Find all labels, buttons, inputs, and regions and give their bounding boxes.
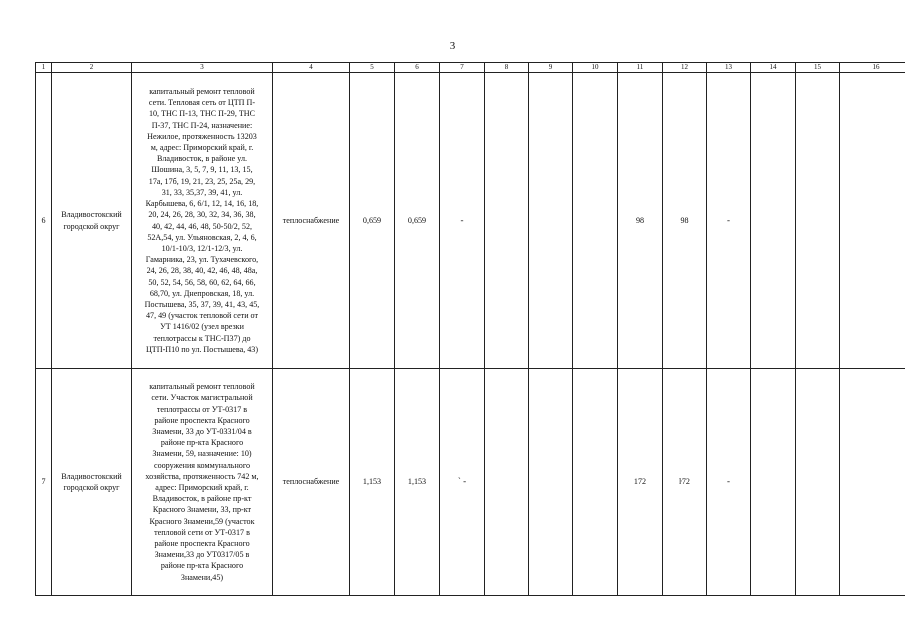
header-cell: 8 (485, 63, 529, 73)
type-cell: теплоснабжение (273, 369, 350, 596)
value-cell: 0,659 (350, 73, 395, 369)
empty-cell (485, 73, 529, 369)
header-cell: 7 (440, 63, 485, 73)
empty-cell (751, 73, 796, 369)
empty-cell (751, 369, 796, 596)
header-cell: 9 (529, 63, 573, 73)
empty-cell (529, 369, 573, 596)
header-cell: 1 (36, 63, 52, 73)
empty-cell (573, 369, 618, 596)
header-cell: 5 (350, 63, 395, 73)
value-cell: 98 (618, 73, 663, 369)
value-cell: 1,153 (350, 369, 395, 596)
page-number: 3 (449, 40, 456, 52)
empty-cell (796, 73, 840, 369)
header-cell: 3 (132, 63, 273, 73)
header-cell: 6 (395, 63, 440, 73)
row-number: 7 (36, 369, 52, 596)
header-cell: 4 (273, 63, 350, 73)
empty-cell (840, 73, 905, 369)
value-cell: ŀ72 (663, 369, 707, 596)
description-cell: капитальный ремонт тепловой сети. Тепловая сеть от ЦТП П- 10, ТНС П-13, ТНС П-29, ТНС П-37, ТНС П-24, назначение: Нежилое, протяженность 13203 м, адрес: Приморский край, г. Владивосток, в районе ул. Шошина, 3, 5, 7, 9, 11, 13, 15, 17а, 17б, 19, 21, 23, 25, 25а, 29, 31, 33, 35,37, 39, 41, ул. Карбышева, 6, 6/1, 12, 14, 16, 18, 20, 24, 26, 28, 30, 32, 34, 36, 38, 40, 42, 44, 46, 48, 50-50/2, 52, 52А,54, ул. Ульяновская, 2, 4, 6, 10/1-10/3, 12/1-12/3, ул. Гамарника, 23, ул. Тухачевского, 24, 26, 28, 38, 40, 42, 46, 48, 48а, 50, 52, 54, 56, 58, 60, 62, 64, 66, 68,70, ул. Днепровская, 18, ул. Постышева, 35, 37, 39, 41, 43, 45, 47, 49 (участок тепловой сети от УТ 1416/02 (узел врезки теплотрассы к ТНС-П37) до ЦТП-П10 по ул. Постышева, 43) (132, 73, 273, 369)
table-row (36, 73, 905, 369)
description-cell: капитальный ремонт тепловой сети. Участок магистральной теплотрассы от УТ-0317 в районе проспекта Красного Знамени, 33 до УТ-0331/04 в районе пр-кта Красного Знамени, 59, назначение: 10) сооружения коммунального хозяйства, протяженность 742 м, адрес: Приморский край, г. Владивосток, в районе пр-кт Красного Знамени, 33, пр-кт Красного Знамени,59 (участок тепловой сети от УТ-0317 в районе проспекта Красного Знамени,33 до УТ0317/05 в районе пр-кта Красного Знамени,45) (132, 369, 273, 596)
empty-cell (840, 369, 905, 596)
empty-cell (485, 369, 529, 596)
header-cell: 2 (52, 63, 132, 73)
header-cell: 11 (618, 63, 663, 73)
header-cell: 15 (796, 63, 840, 73)
value-cell: 0,659 (395, 73, 440, 369)
empty-cell (529, 73, 573, 369)
data-table (35, 62, 905, 596)
value-cell: 172 (618, 369, 663, 596)
header-cell: 14 (751, 63, 796, 73)
value-cell: 98 (663, 73, 707, 369)
value-cell: - (440, 73, 485, 369)
value-cell: ` - (440, 369, 485, 596)
table-row (36, 369, 905, 596)
header-cell: 16 (840, 63, 905, 73)
value-cell: - (707, 73, 751, 369)
row-number: 6 (36, 73, 52, 369)
empty-cell (796, 369, 840, 596)
empty-cell (573, 73, 618, 369)
value-cell: 1,153 (395, 369, 440, 596)
municipality-cell: Владивостокский городской округ (52, 369, 132, 596)
header-row (36, 63, 905, 73)
header-cell: 10 (573, 63, 618, 73)
type-cell: теплоснабжение (273, 73, 350, 369)
header-cell: 12 (663, 63, 707, 73)
value-cell: - (707, 369, 751, 596)
municipality-cell: Владивостокский городской округ (52, 73, 132, 369)
header-cell: 13 (707, 63, 751, 73)
